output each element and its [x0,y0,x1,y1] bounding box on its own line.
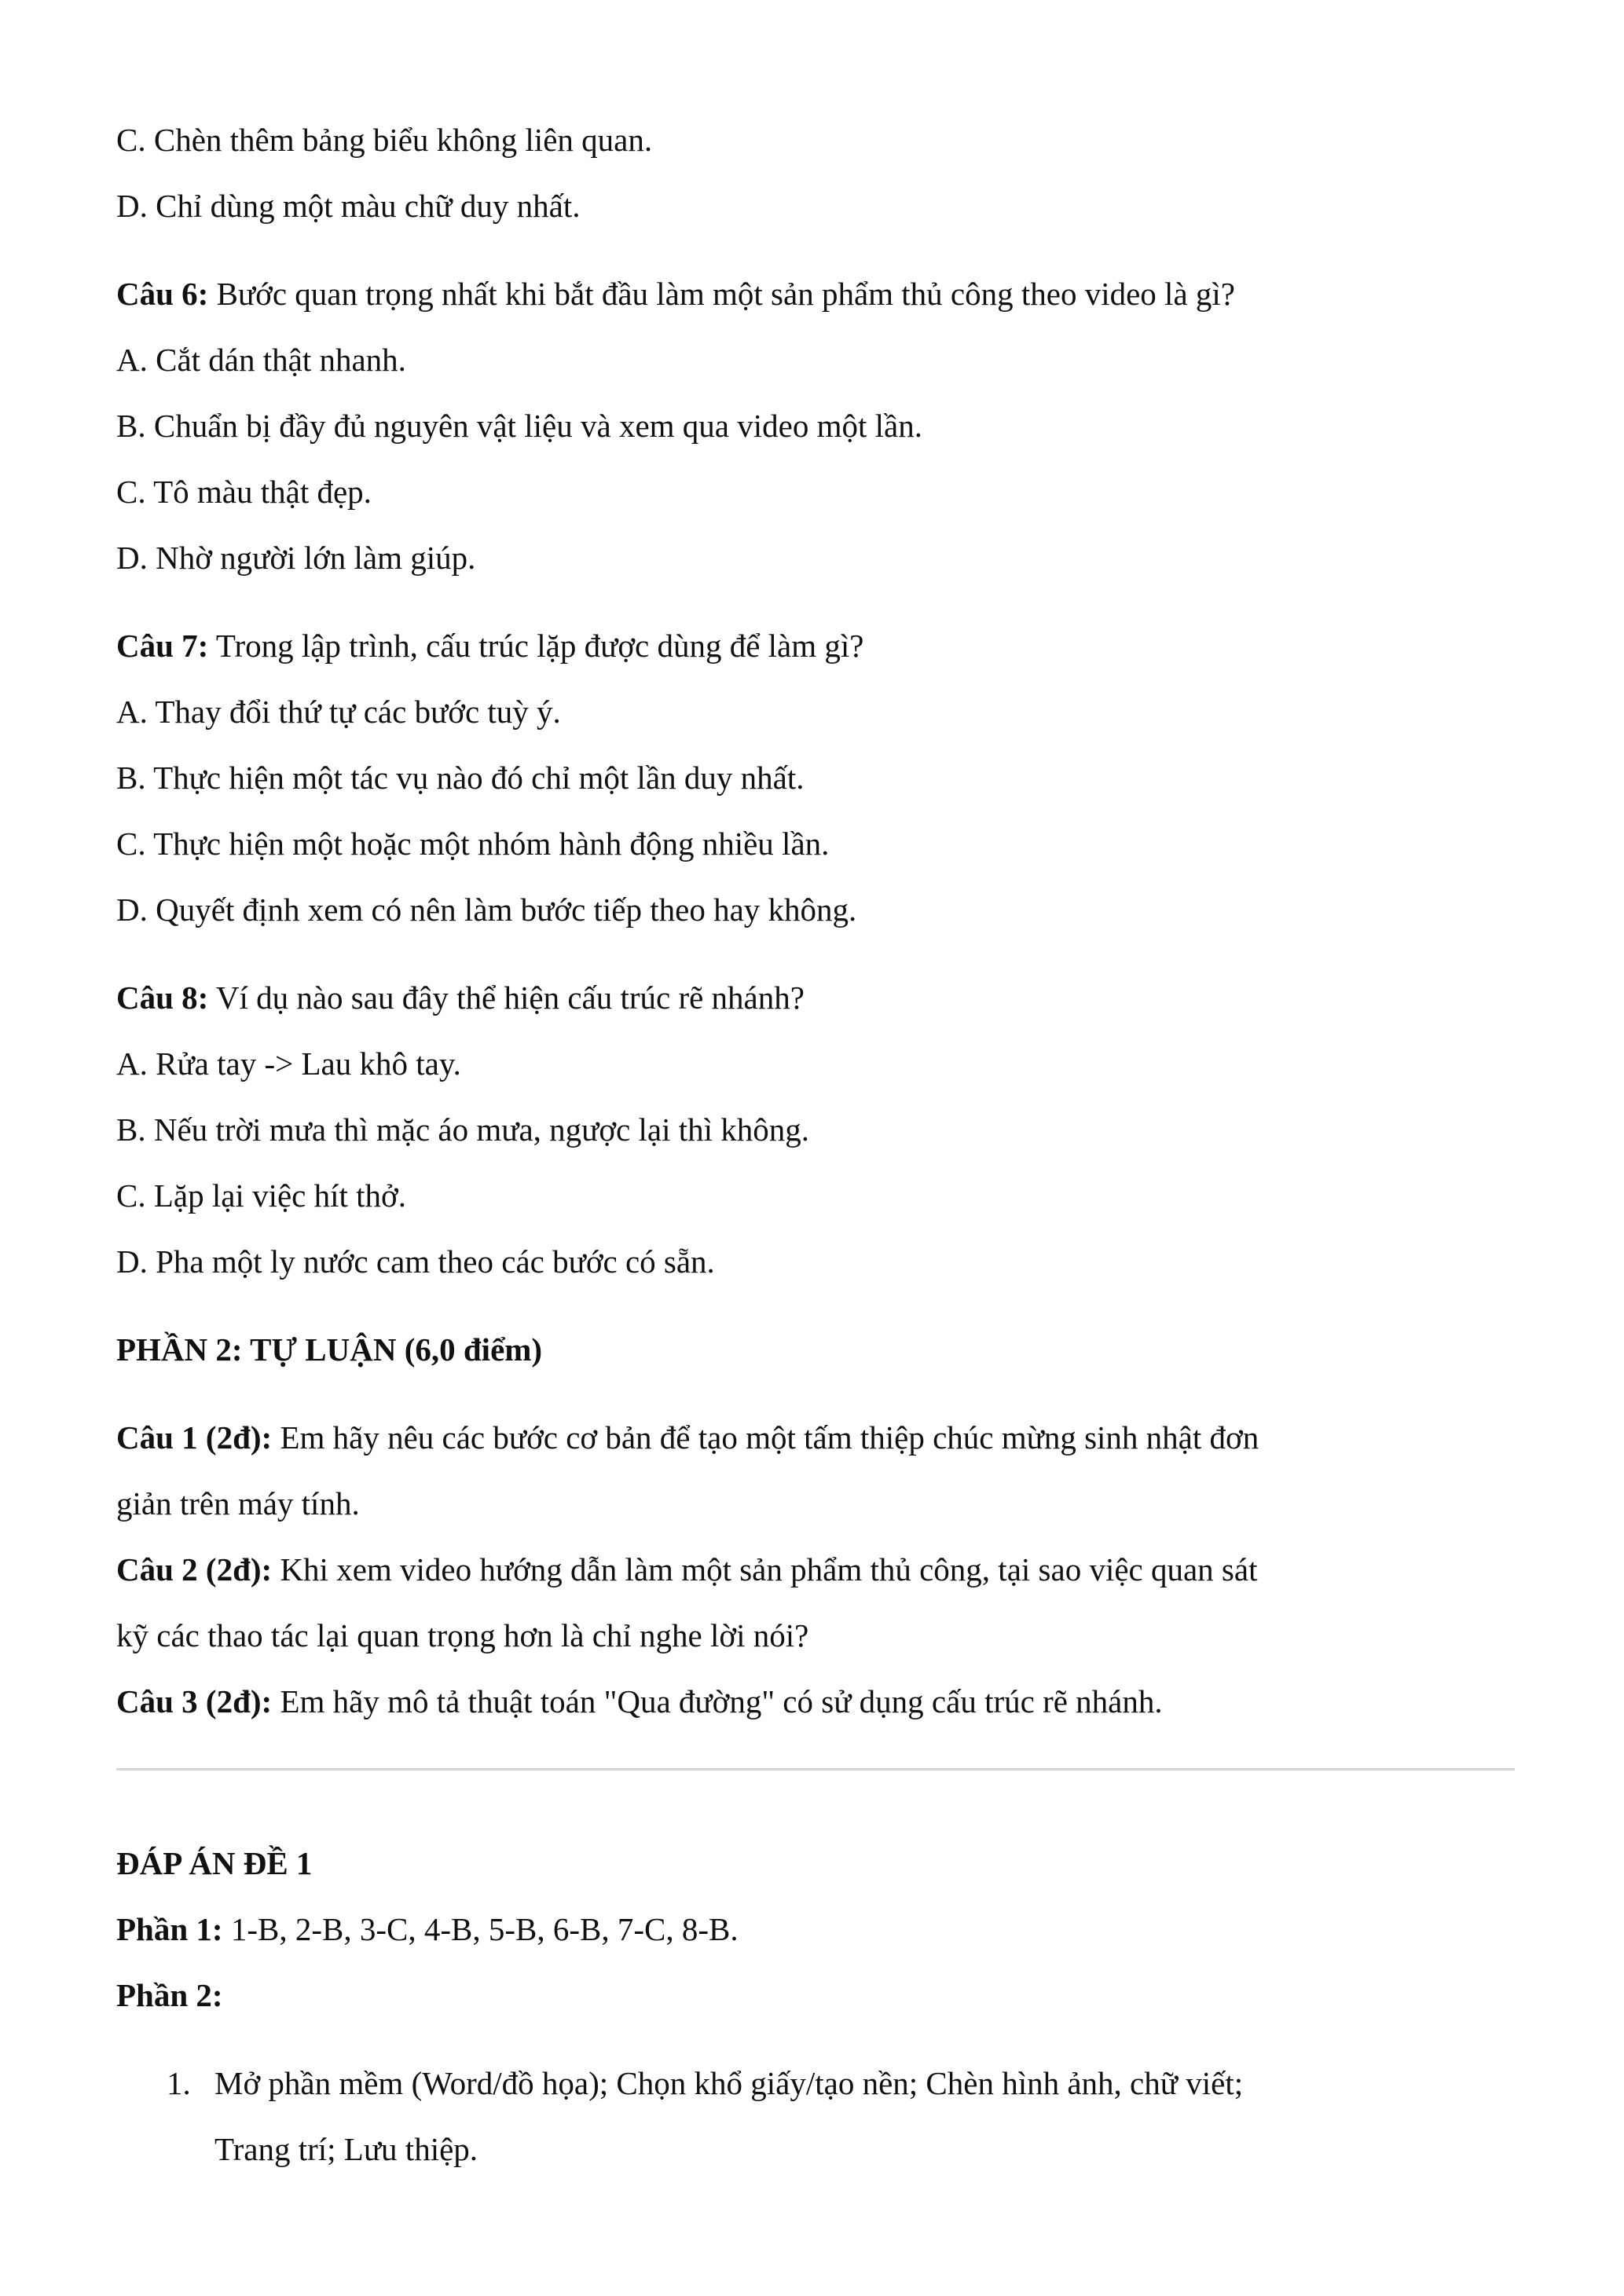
q6-question [116,273,1515,314]
q8-option-a: A. Rửa tay -> Lau khô tay. [116,1045,461,1082]
answer-part2-label: Phần 2: [116,1977,223,2013]
essay2-label: Câu 2 (2đ): [116,1551,273,1587]
essay3-text: Em hãy mô tả thuật toán "Qua đường" có sử dụng cấu trúc rẽ nhánh. [272,1683,1163,1719]
q5-option-d: D. Chỉ dùng một màu chữ duy nhất. [116,188,581,224]
answer-part1 [116,1909,1515,1950]
q8-label: Câu 8: [116,980,209,1016]
answer-item1-line1: Mở phần mềm (Word/đồ họa); Chọn khổ giấy/tạo nền; Chèn hình ảnh, chữ viết; [214,2065,1244,2101]
q7-option-a: A. Thay đổi thứ tự các bước tuỳ ý. [116,694,561,730]
q8-question [116,977,1515,1018]
q7-question [116,625,1515,666]
essay1-line1 [116,1417,1515,1458]
q8-option-b: B. Nếu trời mưa thì mặc áo mưa, ngược lại thì không. [116,1111,810,1148]
q8-option-d: D. Pha một ly nước cam theo các bước có sẵn. [116,1243,715,1280]
q6-option-c: C. Tô màu thật đẹp. [116,474,372,510]
q7-label: Câu 7: [116,628,209,664]
q6-text: Bước quan trọng nhất khi bắt đầu làm một sản phẩm thủ công theo video là gì? [208,276,1235,312]
q6-option-a: A. Cắt dán thật nhanh. [116,342,406,378]
answer-item1-number: 1. [167,2065,191,2101]
q7-text: Trong lập trình, cấu trúc lặp được dùng để làm gì? [208,628,864,664]
part2-heading: PHẦN 2: TỰ LUẬN (6,0 điểm) [116,1331,543,1368]
q6-option-b: B. Chuẩn bị đầy đủ nguyên vật liệu và xem qua video một lần. [116,408,922,444]
q6-label: Câu 6: [116,276,209,312]
q7-option-c: C. Thực hiện một hoặc một nhóm hành động nhiều lần. [116,826,830,862]
essay1-label: Câu 1 (2đ): [116,1419,273,1456]
essay2-line2: kỹ các thao tác lại quan trọng hơn là chỉ nghe lời nói? [116,1617,809,1653]
essay1-line2: giản trên máy tính. [116,1485,360,1522]
answer-item1-line2: Trang trí; Lưu thiệp. [214,2131,478,2167]
essay3-line1 [116,1681,1515,1722]
q8-option-c: C. Lặp lại việc hít thở. [116,1177,406,1214]
answer-part1-text: 1-B, 2-B, 3-C, 4-B, 5-B, 6-B, 7-C, 8-B. [222,1911,739,1947]
horizontal-divider [116,1768,1515,1771]
q5-option-c: C. Chèn thêm bảng biểu không liên quan. [116,122,653,158]
q7-option-d: D. Quyết định xem có nên làm bước tiếp theo hay không. [116,892,857,928]
essay3-label: Câu 3 (2đ): [116,1683,273,1719]
answer-part1-label: Phần 1: [116,1911,223,1947]
q7-option-b: B. Thực hiện một tác vụ nào đó chỉ một lần duy nhất. [116,760,805,796]
essay2-text: Khi xem video hướng dẫn làm một sản phẩm thủ công, tại sao việc quan sát [272,1551,1258,1587]
essay2-line1 [116,1549,1515,1590]
answer-key-heading: ĐÁP ÁN ĐỀ 1 [116,1845,313,1881]
essay1-text: Em hãy nêu các bước cơ bản để tạo một tấm thiệp chúc mừng sinh nhật đơn [272,1419,1259,1456]
q6-option-d: D. Nhờ người lớn làm giúp. [116,540,476,576]
q8-text: Ví dụ nào sau đây thể hiện cấu trúc rẽ nhánh? [208,980,805,1016]
